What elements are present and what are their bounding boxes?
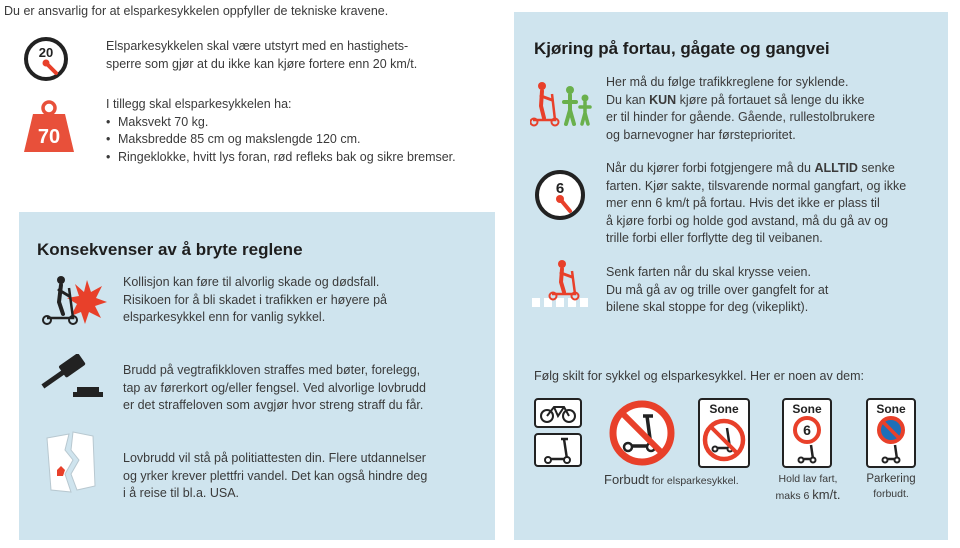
rule-text: Når du kjører forbi fotgjengere må du — [606, 161, 815, 175]
consequence-item-2 — [123, 362, 483, 415]
consequence-item-3 — [123, 450, 483, 503]
consequence-line: Lovbrudd vil stå på politiattesten din. Flere utdannelser — [123, 451, 426, 465]
sidewalk-panel — [514, 12, 948, 540]
consequences-title: Konsekvenser av å bryte reglene — [37, 240, 303, 259]
rule-line: Her må du følge trafikkreglene for syklende. — [606, 75, 849, 89]
requirements-intro: I tillegg skal elsparkesykkelen ha: — [106, 97, 292, 111]
rule-line: og barnevogner har førsteprioritet. — [606, 127, 796, 142]
rule-text: kjøre på fortauet så lenge du ikke — [676, 92, 865, 107]
weight-icon-value: 70 — [37, 126, 61, 148]
rule-line — [606, 160, 936, 178]
consequence-line: og yrker krever plettfri vandel. Det kan også hindre deg — [123, 468, 428, 483]
speed-icon-value: 20 — [38, 45, 54, 60]
speed-text-line-2: sperre som gjør at du ikke kan kjøre fortere enn 20 km/t. — [106, 56, 418, 71]
rule-line: farten. Kjør sakte, tilsvarende normal gangfart, og ikke — [606, 178, 907, 193]
rule-text: senke — [857, 161, 895, 175]
gavel-icon — [39, 354, 105, 404]
list-item: • Maksvekt 70 kg. — [106, 114, 506, 132]
zone-no-parking-sign — [866, 398, 916, 468]
rule-line: å kjøre forbi og holde god avstand, må du gå av og — [606, 213, 889, 228]
intro-text: Du er ansvarlig for at elsparkesykkelen oppfyller de tekniske kravene. — [4, 4, 389, 18]
consequences-panel — [19, 212, 495, 540]
sidewalk-rule-3 — [606, 264, 936, 317]
consequence-line: Risikoen for å bli skadet i trafikken er høyere på — [123, 292, 388, 307]
zone-label: Sone — [709, 402, 739, 416]
sidewalk-rule-2 — [606, 160, 936, 248]
hold-label-unit: km/t. — [812, 487, 841, 502]
speed-text-line-1: Elsparkesykkelen skal være utstyrt med en hastighets- — [106, 39, 409, 53]
hold-lav-fart-label — [770, 472, 846, 504]
scooter-sign — [534, 433, 582, 467]
consequence-line: Kollisjon kan føre til alvorlig skade og dødsfall. — [123, 275, 380, 289]
list-item: • Maksbredde 85 cm og makslengde 120 cm. — [106, 131, 506, 149]
consequence-line: elsparkesykkel enn for vanlig sykkel. — [123, 310, 326, 324]
rule-line: trille forbi eller forflytte deg til veibanen. — [606, 231, 823, 245]
hold-label-line-1: Hold lav fart, — [778, 473, 838, 485]
consequence-line: tap av førerkort og/eller fengsel. Ved alvorlige lovbrudd — [123, 380, 426, 395]
forbudt-label — [604, 472, 754, 489]
zone-label: Sone — [876, 402, 906, 416]
zone-label: Sone — [792, 402, 822, 416]
bicycle-sign — [534, 398, 582, 428]
rule-line: bilene skal stoppe for deg (vikeplikt). — [606, 300, 809, 314]
rule-line: Senk farten når du skal krysse veien. — [606, 265, 811, 279]
no-scooter-sign — [609, 400, 675, 466]
consequence-item-1 — [123, 274, 483, 327]
requirements-list — [106, 114, 506, 167]
rule-line: er til hinder for gående. Gående, rullestolbrukere — [606, 110, 875, 124]
consequence-line: er det straffeloven som avgjør hvor streng straff du får. — [123, 398, 424, 412]
sidewalk-title: Kjøring på fortau, gågate og gangvei — [534, 39, 830, 58]
rule-line — [606, 92, 936, 110]
speed-6-gauge-icon — [534, 169, 586, 221]
forbudt-label-main: Forbudt — [604, 472, 649, 487]
list-item: • Ringeklokke, hvitt lys foran, rød refleks bak og sikre bremser. — [106, 149, 506, 167]
collision-icon — [39, 274, 107, 328]
zone-speed-6-sign — [782, 398, 832, 468]
parking-label-line-1: Parkering — [866, 473, 916, 485]
hold-label-small: maks 6 — [775, 490, 813, 502]
scooter-pedestrians-icon — [530, 80, 594, 128]
forbudt-label-sub: for elsparkesykkel. — [648, 475, 739, 487]
equipment-requirements — [106, 96, 506, 166]
police-certificate-icon — [43, 430, 97, 494]
crosswalk-icon — [530, 260, 590, 308]
parkering-forbudt-label — [858, 472, 924, 502]
signs-intro: Følg skilt for sykkel og elsparkesykkel. Her er noen av dem: — [534, 369, 864, 383]
rule-text: Du kan — [606, 92, 650, 107]
sidewalk-rule-1 — [606, 74, 936, 144]
zone-no-scooter-sign — [698, 398, 750, 468]
speed-limit-value: 6 — [803, 422, 811, 438]
parking-label-line-2: forbudt. — [873, 488, 909, 500]
weight-icon — [23, 98, 75, 154]
rule-emphasis: ALLTID — [814, 161, 858, 175]
rule-line: Du må gå av og trille over gangfelt for at — [606, 282, 829, 297]
consequence-line: i å reise til bl.a. USA. — [123, 486, 240, 500]
gauge-value: 6 — [555, 180, 565, 197]
consequence-line: Brudd på vegtrafikkloven straffes med bøter, forelegg, — [123, 363, 421, 377]
speed-requirement-text — [106, 38, 486, 73]
speedometer-icon — [23, 36, 69, 82]
rule-line: mer enn 6 km/t på fortau. Hvis det ikke er plass til — [606, 196, 880, 210]
rule-emphasis: KUN — [649, 92, 677, 107]
